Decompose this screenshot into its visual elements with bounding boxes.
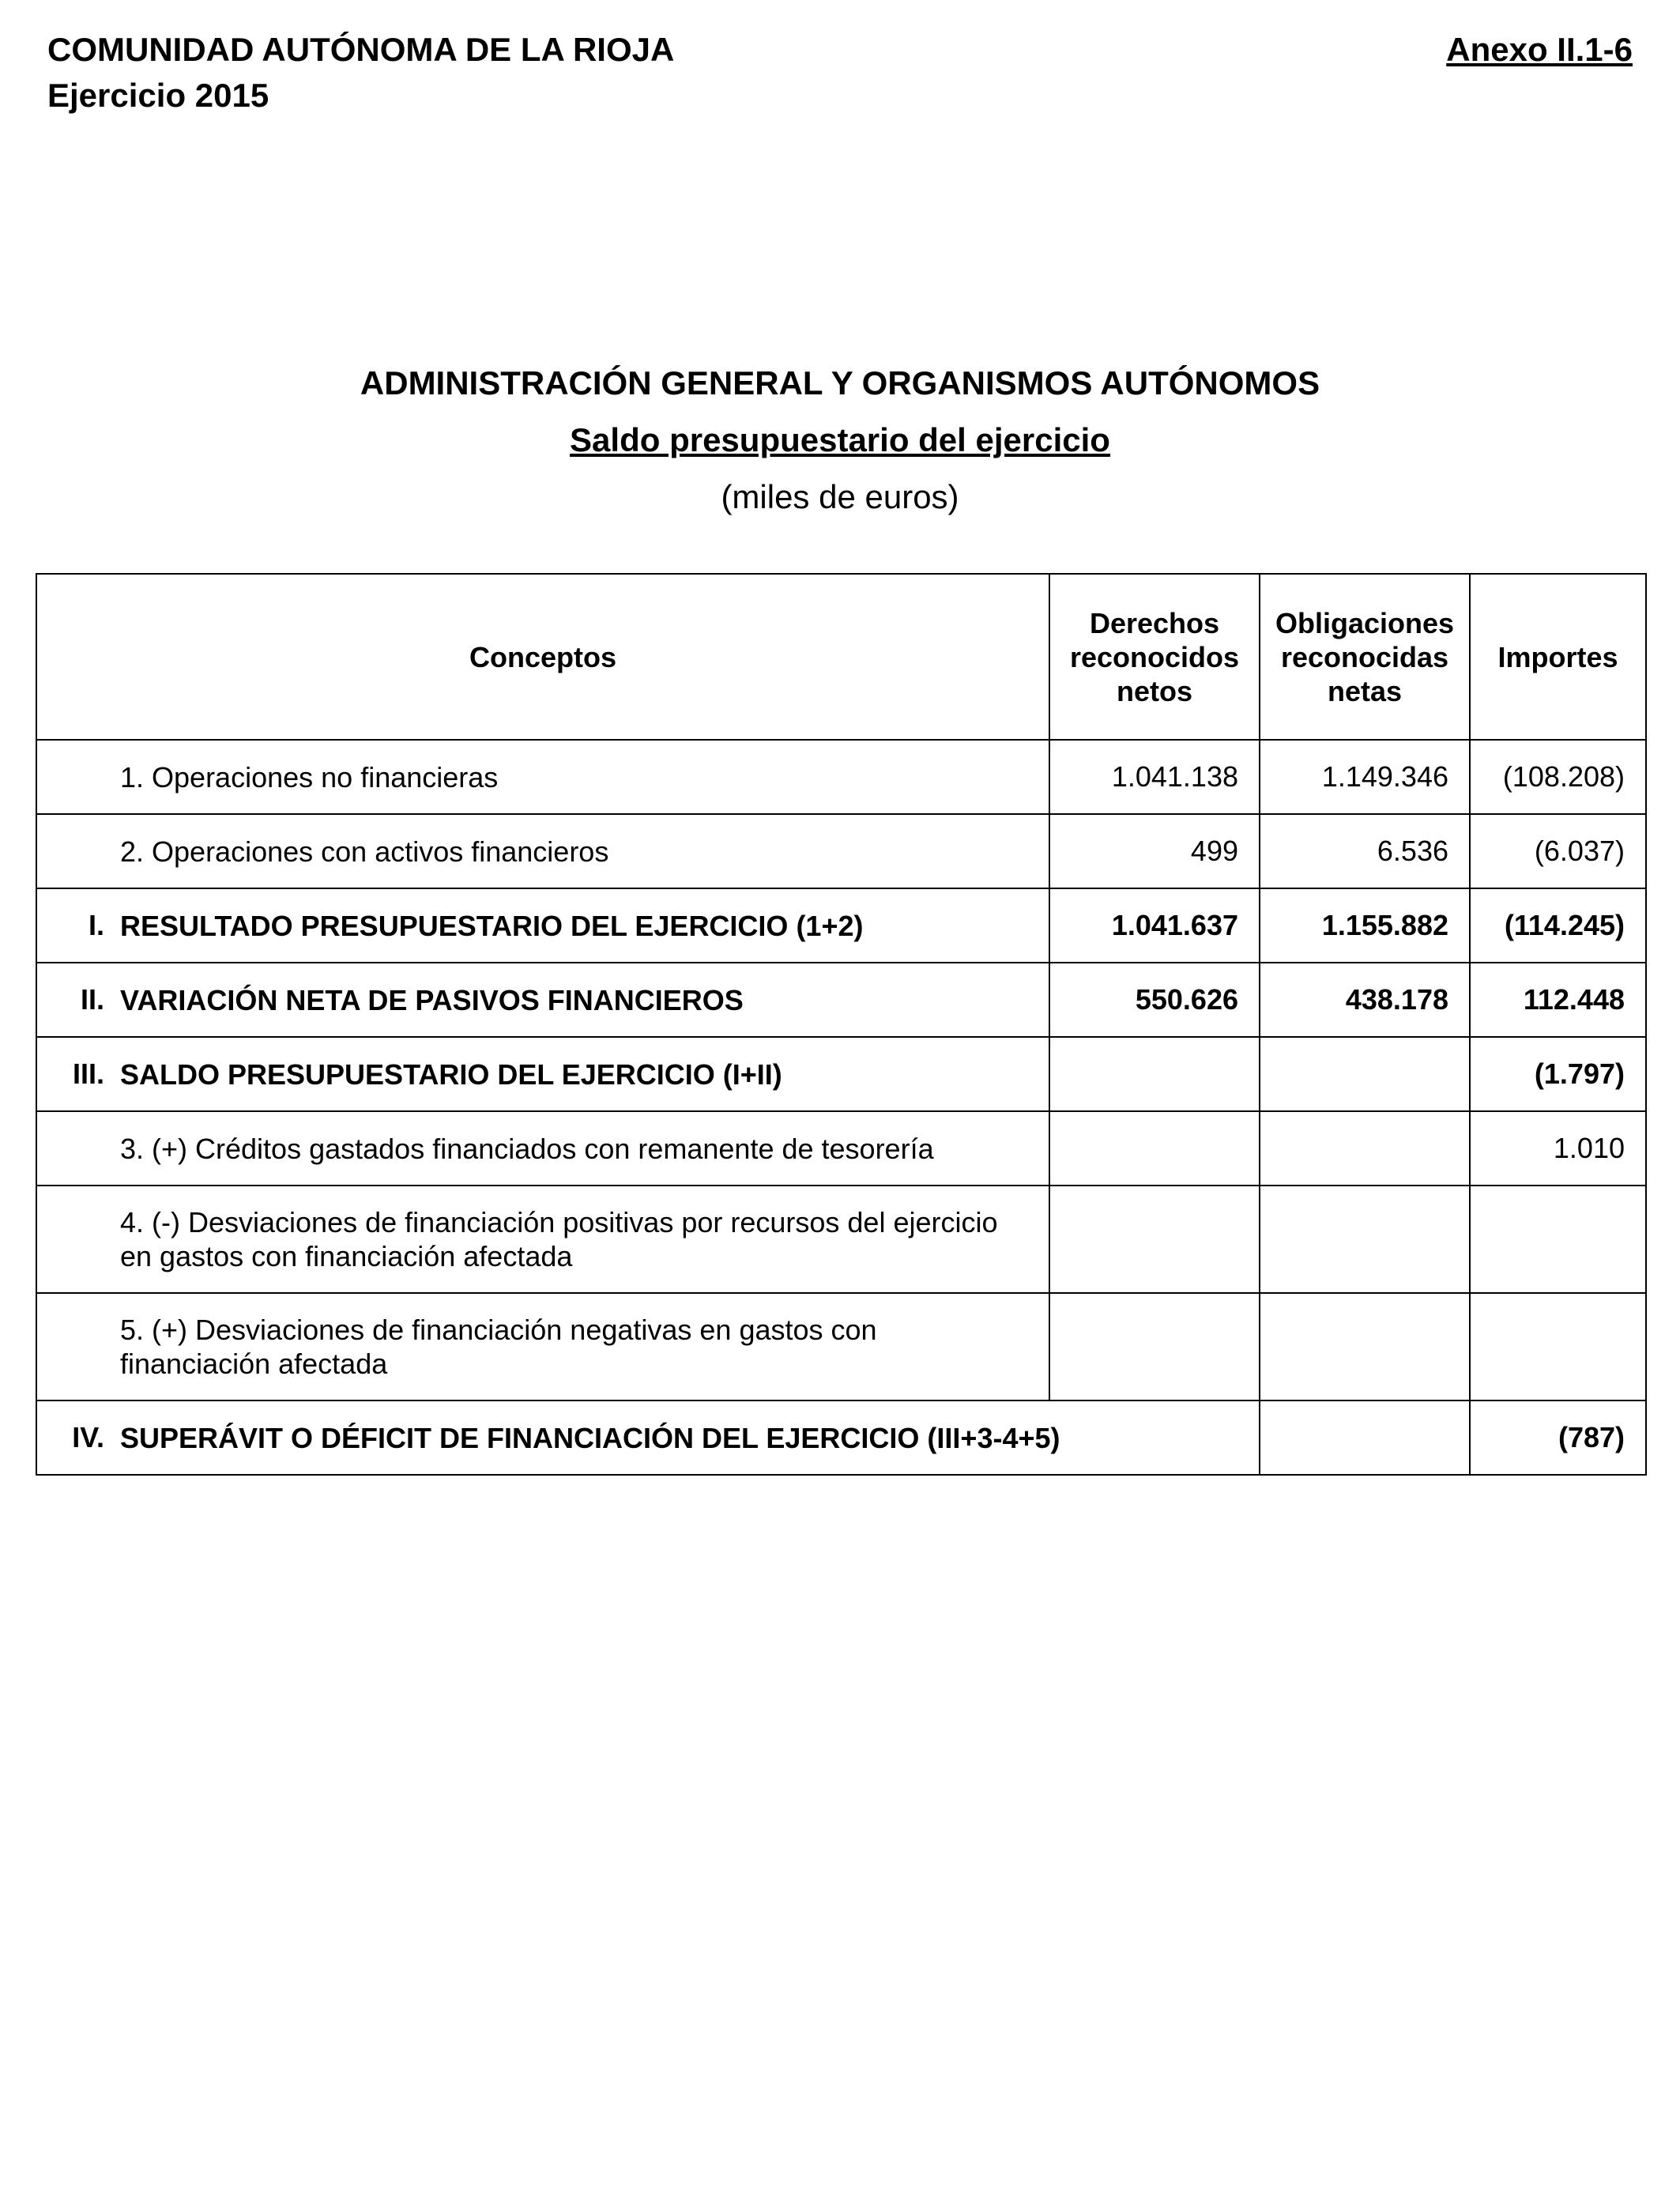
header-obligations-line-3: netas [1327,674,1403,707]
obligations-value [1260,1293,1470,1400]
row-roman-numeral: III. [72,1057,104,1090]
header-rights-line-3: netos [1116,674,1192,707]
concept-cell [36,1111,1049,1186]
obligations-value [1260,1111,1470,1186]
table-row [36,1111,1646,1186]
concept-cell [36,1037,1049,1111]
obligations-value [1260,1037,1470,1111]
table-row [36,1037,1646,1111]
rights-value: 499 [1049,814,1260,888]
amount-value: 1.010 [1470,1111,1646,1186]
amount-value: (787) [1470,1400,1646,1475]
row-label: 2. Operaciones con activos financieros [120,835,609,868]
annex-reference: Anexo II.1-6 [1446,31,1633,68]
header-obligations-line-2: reconocidas [1280,640,1449,673]
subtitle: Saldo presupuestario del ejercicio [570,421,1110,458]
units-note: (miles de euros) [721,478,959,515]
obligations-value [1260,1186,1470,1293]
amount-value: (1.797) [1470,1037,1646,1111]
rights-value: 550.626 [1049,963,1260,1037]
table-row [36,1400,1646,1475]
concept-cell [36,1400,1260,1475]
obligations-value: 1.149.346 [1260,740,1470,814]
obligations-value: 438.178 [1260,963,1470,1037]
table-header-row [36,574,1646,740]
amount-value [1470,1293,1646,1400]
budget-balance-table [36,573,1647,1476]
concept-cell [36,888,1049,963]
rights-value: 1.041.637 [1049,888,1260,963]
table-row [36,814,1646,888]
table-row [36,1186,1646,1293]
row-label: 4. (-) Desviaciones de financiación positivas por recursos del ejercicio en gastos con financiación afectada [120,1206,998,1272]
table-row [36,888,1646,963]
header-obligations-line-1: Obligaciones [1275,606,1455,639]
header-concepts: Conceptos [36,574,1049,740]
header-obligations [1260,574,1470,740]
rights-value [1049,1111,1260,1186]
row-label: 1. Operaciones no financieras [120,760,499,794]
amount-value: (114.245) [1470,888,1646,963]
row-label: RESULTADO PRESUPUESTARIO DEL EJERCICIO (1+2) [120,909,864,942]
row-label: SUPERÁVIT O DÉFICIT DE FINANCIACIÓN DEL EJERCICIO (III+3-4+5) [120,1421,1060,1454]
amount-value [1470,1186,1646,1293]
main-title: ADMINISTRACIÓN GENERAL Y ORGANISMOS AUTÓNOMOS [360,364,1320,401]
row-roman-numeral: II. [80,983,104,1016]
table-row [36,740,1646,814]
amount-value: (108.208) [1470,740,1646,814]
rights-value [1049,1037,1260,1111]
obligations-value [1260,1400,1470,1475]
amount-value: (6.037) [1470,814,1646,888]
header-amounts: Importes [1470,574,1646,740]
row-label: 5. (+) Desviaciones de financiación negativas en gastos con financiación afectada [120,1314,877,1380]
concept-cell [36,1186,1049,1293]
header-rights-line-1: Derechos [1089,606,1220,639]
obligations-value: 6.536 [1260,814,1470,888]
table-row [36,1293,1646,1400]
entity-name: COMUNIDAD AUTÓNOMA DE LA RIOJA [47,31,675,68]
row-roman-numeral: IV. [72,1421,104,1453]
header-rights-line-2: reconocidos [1069,640,1240,673]
rights-value [1049,1186,1260,1293]
title-block [0,360,1680,521]
obligations-value: 1.155.882 [1260,888,1470,963]
rights-value [1049,1293,1260,1400]
fiscal-year: Ejercicio 2015 [47,77,269,114]
table-row [36,963,1646,1037]
rights-value: 1.041.138 [1049,740,1260,814]
document-header [47,27,674,119]
concept-cell [36,814,1049,888]
concept-cell [36,1293,1049,1400]
row-label: 3. (+) Créditos gastados financiados con remanente de tesorería [120,1132,934,1165]
row-roman-numeral: I. [88,909,104,941]
concept-cell [36,740,1049,814]
row-label: VARIACIÓN NETA DE PASIVOS FINANCIEROS [120,983,744,1016]
header-rights [1049,574,1260,740]
concept-cell [36,963,1049,1037]
amount-value: 112.448 [1470,963,1646,1037]
row-label: SALDO PRESUPUESTARIO DEL EJERCICIO (I+II) [120,1057,782,1091]
